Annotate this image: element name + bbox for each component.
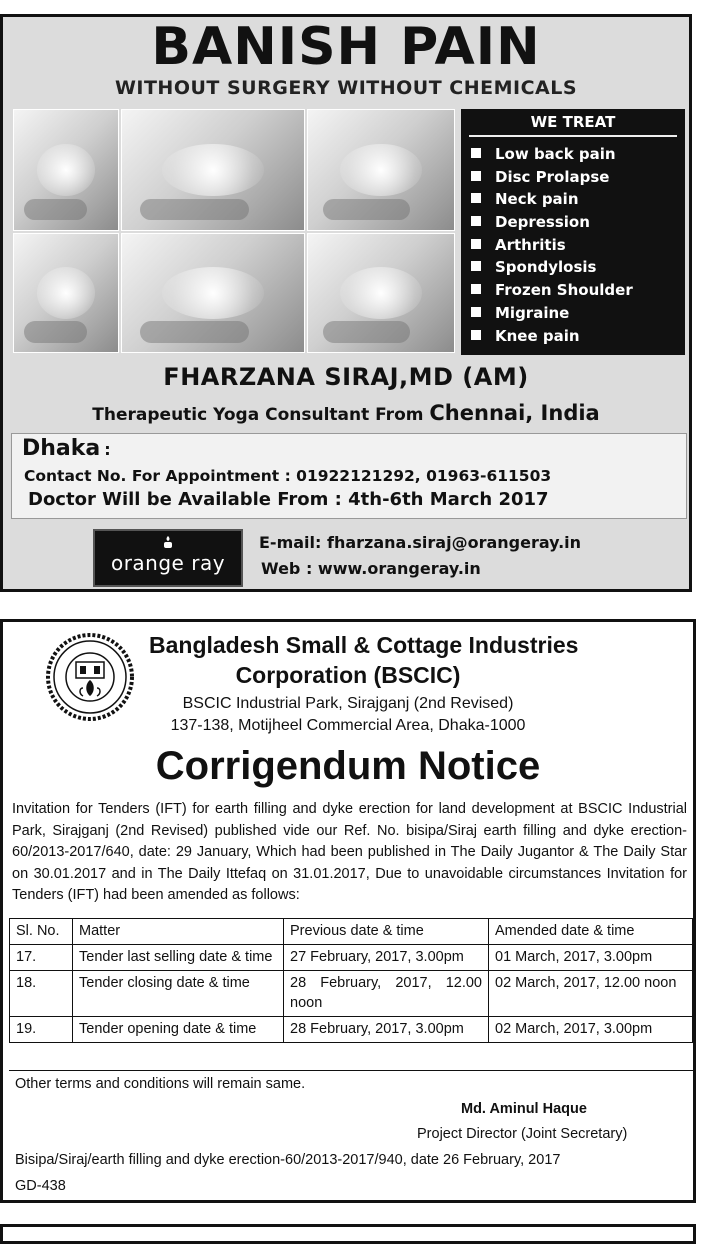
notice-body: Invitation for Tenders (IFT) for earth filling and dyke erection for land development at BSCIC Industrial Park, Sirajganj (2nd Revised) published vide our Ref. No. bisipa/Siraj earth filling and dyke erection-60/2013-2017/640, date: 29 January, Which had been published in The Daily Jugantor & The Daily Star on 30.01.2017 and in The Daily Ittefaq on 31.01.2017, Due to unavoidable circumstances Invitation for Tenders (IFT) had been amended as follows: xyxy=(12,801,687,903)
table-cell: 17. xyxy=(10,945,73,971)
appointment-contact: Contact No. For Appointment : 01922121292, 01963-611503 xyxy=(24,467,552,485)
treatment-list xyxy=(471,143,633,347)
divider xyxy=(9,1070,693,1071)
list-item: Low back pain xyxy=(471,143,633,166)
we-treat-panel xyxy=(461,109,685,355)
list-item: Depression xyxy=(471,211,633,234)
website-link[interactable]: Web : www.orangeray.in xyxy=(261,559,481,578)
spine-photo xyxy=(121,233,305,353)
amendment-table xyxy=(9,918,693,1043)
table-cell: Tender opening date & time xyxy=(73,1017,284,1043)
hand-flame-icon xyxy=(161,535,175,549)
table-cell: 28 February, 2017, 12.00 noon xyxy=(284,971,489,1017)
signatory-name: Md. Aminul Haque xyxy=(461,1101,587,1117)
reference-number: Bisipa/Siraj/earth filling and dyke erection-60/2013-2017/940, date 26 February, 2017 xyxy=(15,1152,561,1168)
column-header: Sl. No. xyxy=(10,919,73,945)
list-item: Knee pain xyxy=(471,325,633,348)
doctor-title: Therapeutic Yoga Consultant From Chennai, India xyxy=(92,401,600,425)
bullet-square-icon xyxy=(471,330,481,340)
organization-name: Bangladesh Small & Cottage Industries xyxy=(149,632,579,658)
bullet-square-icon xyxy=(471,307,481,317)
table-cell: 18. xyxy=(10,971,73,1017)
availability-dates: Doctor Will be Available From : 4th-6th March 2017 xyxy=(28,489,549,510)
list-item: Frozen Shoulder xyxy=(471,279,633,302)
list-item: Spondylosis xyxy=(471,256,633,279)
column-header: Matter xyxy=(73,919,284,945)
organization-acronym: Corporation (BSCIC) xyxy=(235,662,461,688)
signatory-title: Project Director (Joint Secretary) xyxy=(417,1126,628,1142)
city-label: Dhaka : xyxy=(22,436,111,461)
email-link[interactable]: E-mail: fharzana.siraj@orangeray.in xyxy=(259,533,582,552)
corrigendum-notice xyxy=(0,619,696,1203)
ad-subheadline: WITHOUT SURGERY WITHOUT CHEMICALS xyxy=(114,77,578,99)
list-item: Migraine xyxy=(471,302,633,325)
table-cell: 28 February, 2017, 3.00pm xyxy=(284,1017,489,1043)
table-cell: Tender last selling date & time xyxy=(73,945,284,971)
other-terms: Other terms and conditions will remain same. xyxy=(15,1076,306,1092)
next-advertisement-edge xyxy=(0,1224,696,1244)
pain-photo-grid xyxy=(13,109,455,353)
lower-back-photo xyxy=(121,109,305,231)
table-cell: 01 March, 2017, 3.00pm xyxy=(489,945,693,971)
divider xyxy=(469,135,677,137)
contact-box xyxy=(11,433,687,519)
table-header-row xyxy=(10,919,693,945)
list-item: Neck pain xyxy=(471,188,633,211)
office-address: 137-138, Motijheel Commercial Area, Dhaka-1000 xyxy=(170,717,526,734)
list-item: Arthritis xyxy=(471,234,633,257)
table-row xyxy=(10,971,693,1017)
back-pain-photo xyxy=(13,109,119,231)
table-row xyxy=(10,1017,693,1043)
orange-ray-logo xyxy=(93,529,243,587)
table-cell: 19. xyxy=(10,1017,73,1043)
bullet-square-icon xyxy=(471,148,481,158)
bullet-square-icon xyxy=(471,284,481,294)
project-name: BSCIC Industrial Park, Sirajganj (2nd Revised) xyxy=(182,695,514,712)
column-header: Amended date & time xyxy=(489,919,693,945)
table-cell: 02 March, 2017, 12.00 noon xyxy=(489,971,693,1017)
notice-title: Corrigendum Notice xyxy=(155,744,541,788)
bullet-square-icon xyxy=(471,171,481,181)
table-cell: Tender closing date & time xyxy=(73,971,284,1017)
column-header: Previous date & time xyxy=(284,919,489,945)
bullet-square-icon xyxy=(471,261,481,271)
list-item: Disc Prolapse xyxy=(471,166,633,189)
table-cell: 02 March, 2017, 3.00pm xyxy=(489,1017,693,1043)
bullet-square-icon xyxy=(471,193,481,203)
logo-text: orange ray xyxy=(110,551,226,575)
yoga-advertisement xyxy=(0,14,692,592)
bullet-square-icon xyxy=(471,216,481,226)
bullet-square-icon xyxy=(471,239,481,249)
neck-pain-photo xyxy=(307,109,455,231)
table-cell: 27 February, 2017, 3.00pm xyxy=(284,945,489,971)
gd-number: GD-438 xyxy=(15,1178,66,1194)
table-row xyxy=(10,945,693,971)
doctor-name: FHARZANA SIRAJ,MD (AM) xyxy=(163,363,529,391)
frozen-shoulder-photo xyxy=(307,233,455,353)
we-treat-heading: WE TREAT xyxy=(530,113,616,131)
shoulder-photo xyxy=(13,233,119,353)
ad-headline: BANISH PAIN xyxy=(151,17,541,77)
